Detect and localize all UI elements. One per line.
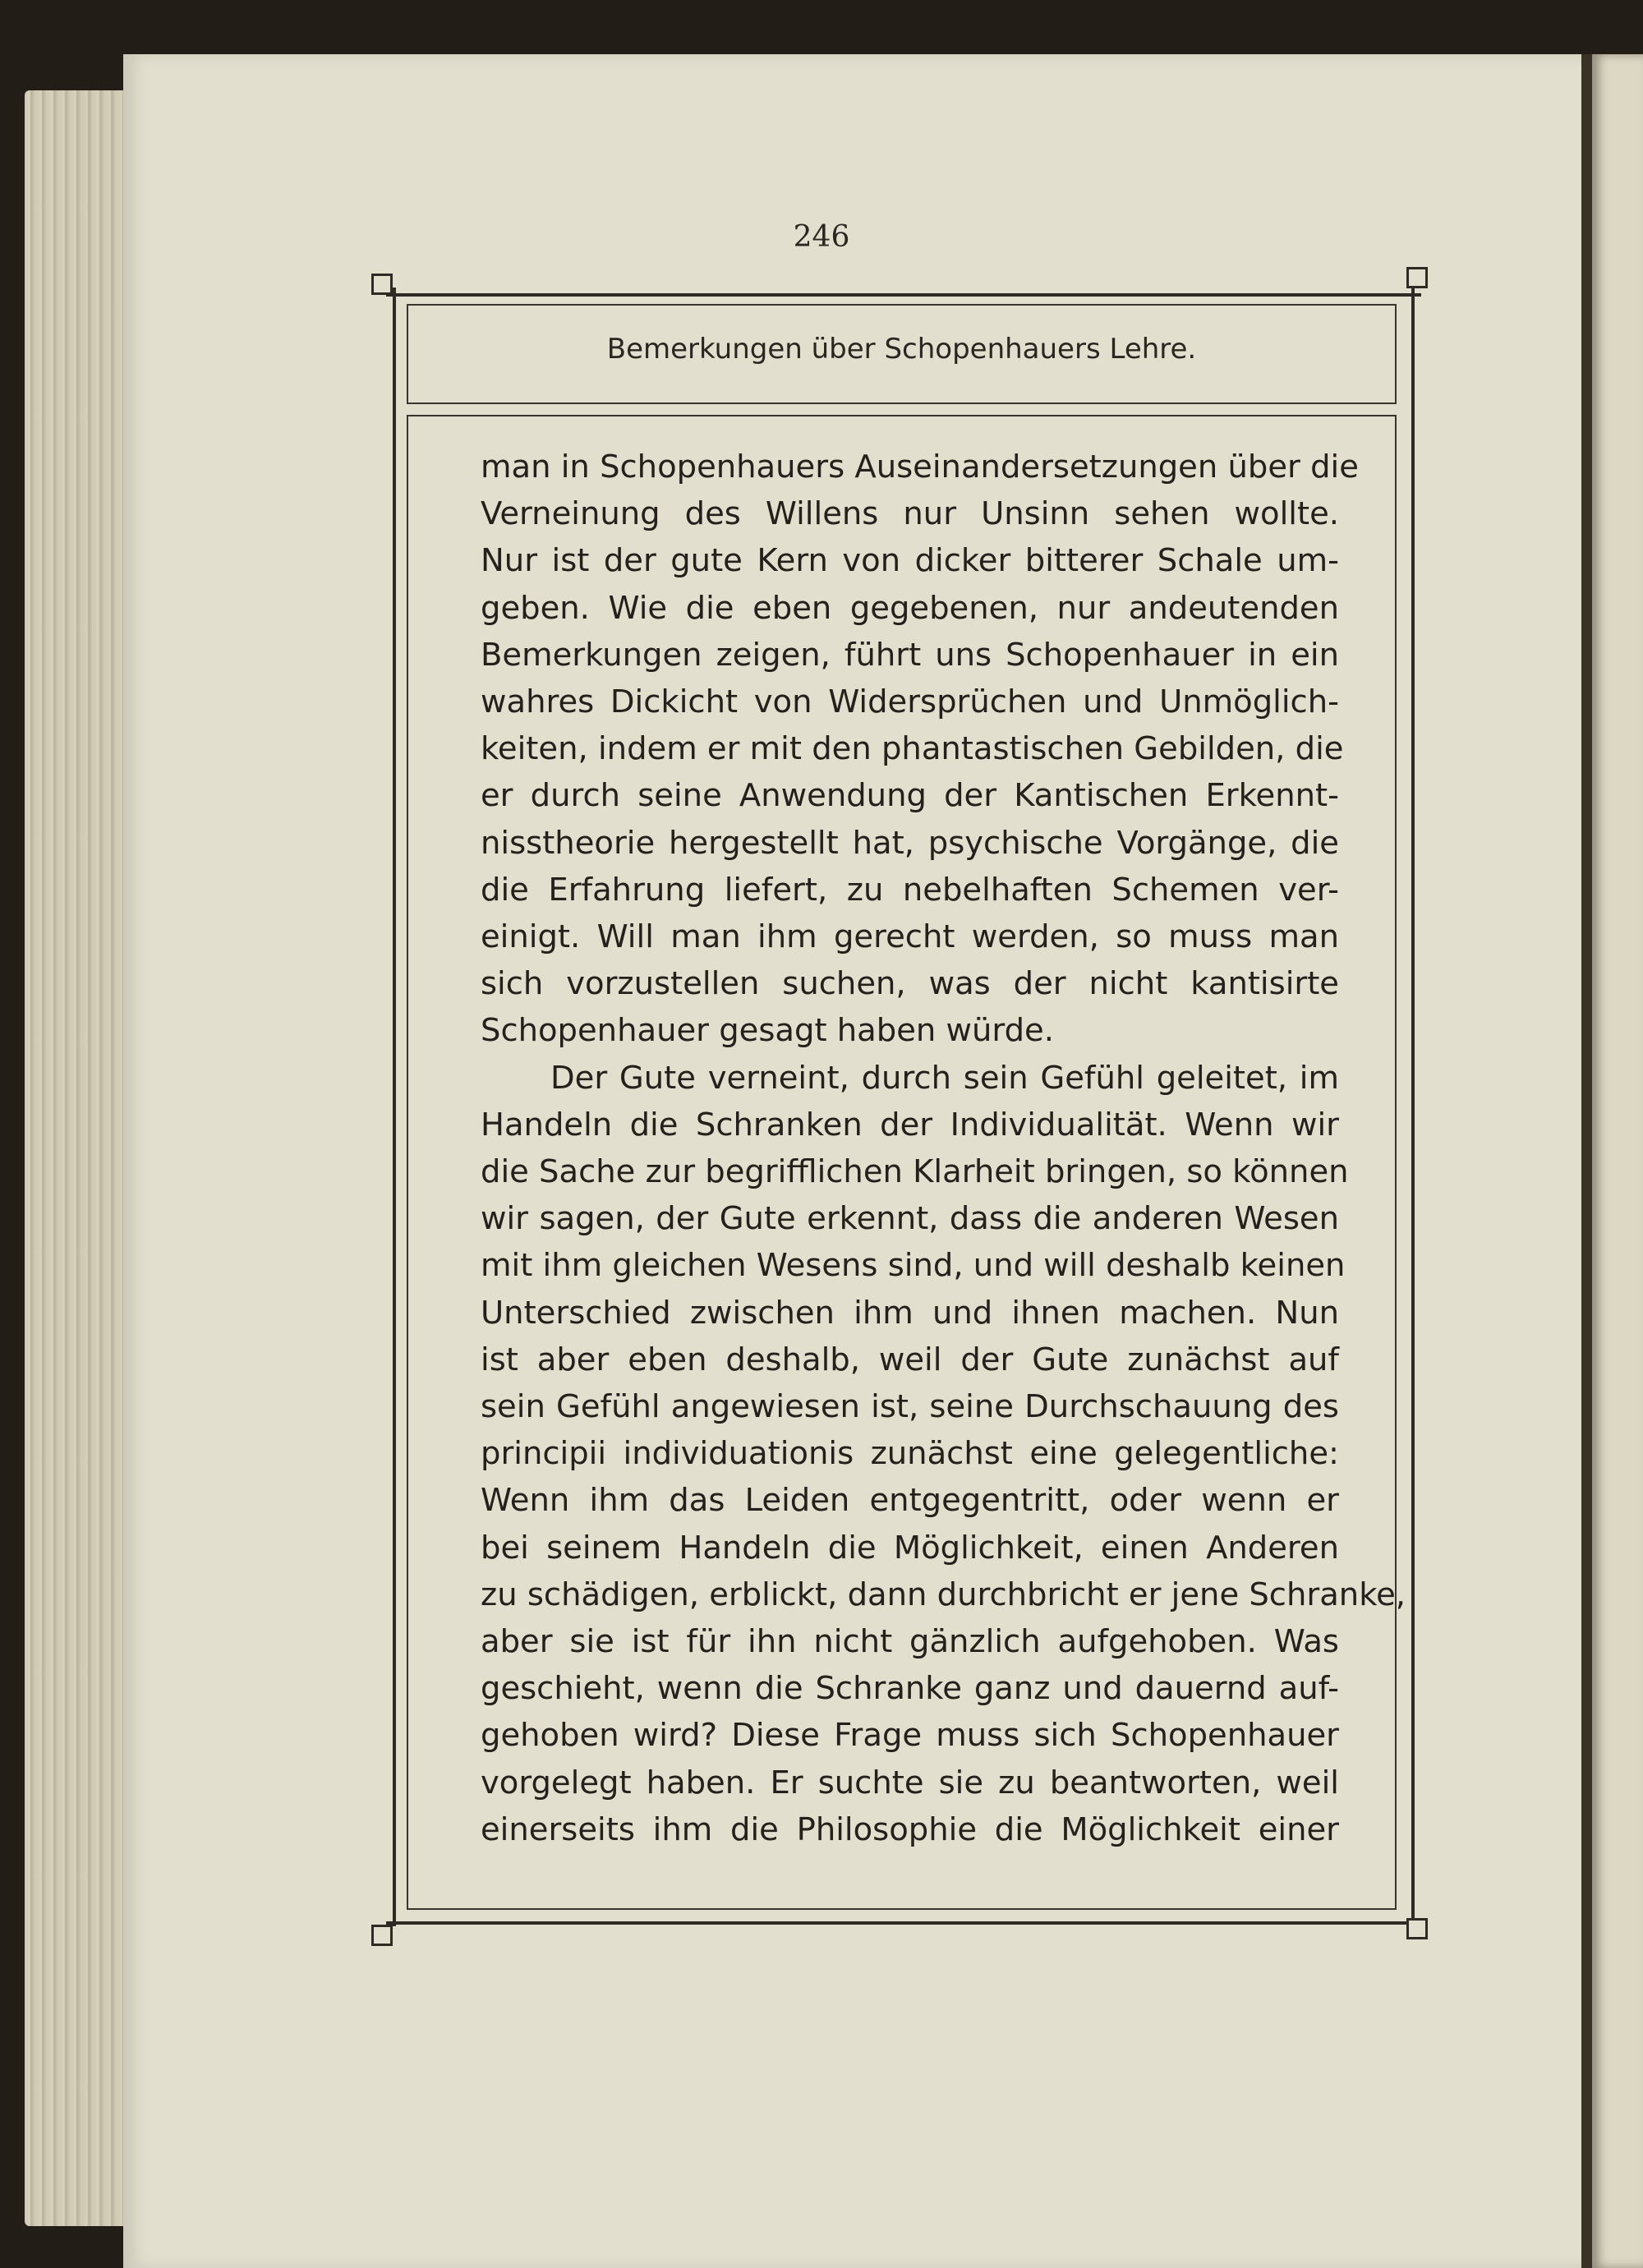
frame-top-line xyxy=(386,293,1421,297)
text-line: mit ihm gleichen Wesens sind, und will deshalb keinen xyxy=(481,1247,1346,1285)
page-number: 246 xyxy=(793,220,850,254)
text-line: sich vorzustellen suchen, was der nicht kantisirte xyxy=(481,965,1339,1003)
text-line: Handeln die Schranken der Individualität. Wenn wir xyxy=(481,1106,1339,1143)
text-line: die Erfahrung liefert, zu nebelhaften Schemen ver- xyxy=(481,871,1339,909)
text-line: einigt. Will man ihm gerecht werden, so muss man xyxy=(481,918,1339,956)
text-line: Der Gute verneint, durch sein Gefühl geleitet, im xyxy=(550,1059,1339,1097)
text-line: Bemerkungen zeigen, führt uns Schopenhauer in ein xyxy=(481,636,1339,674)
text-line: Wenn ihm das Leiden entgegentritt, oder wenn er xyxy=(481,1482,1339,1520)
text-line: principii individuationis zunächst eine gelegentliche: xyxy=(481,1435,1339,1473)
text-line: sein Gefühl angewiesen ist, seine Durchschauung des xyxy=(481,1388,1339,1426)
frame-left-line xyxy=(393,288,396,1926)
text-line: er durch seine Anwendung der Kantischen Erkennt- xyxy=(481,777,1339,815)
text-line: bei seinem Handeln die Möglichkeit, einen Anderen xyxy=(481,1529,1339,1566)
frame-right-line xyxy=(1411,288,1415,1926)
frame-bottom-line xyxy=(386,1921,1421,1925)
text-line: Unterschied zwischen ihm und ihnen machen. Nun xyxy=(481,1294,1339,1332)
running-head: Bemerkungen über Schopenhauers Lehre. xyxy=(606,333,1197,366)
text-line: Schopenhauer gesagt haben würde. xyxy=(481,1012,1054,1050)
frame-corner-bottom-right xyxy=(1406,1918,1428,1939)
text-line: man in Schopenhauers Auseinandersetzungen über die xyxy=(481,449,1359,485)
text-line: Verneinung des Willens nur Unsinn sehen wollte. xyxy=(481,495,1339,533)
text-line: wir sagen, der Gute erkennt, dass die anderen Wesen xyxy=(481,1200,1339,1238)
text-line: vorgelegt haben. Er suchte sie zu beantworten, weil xyxy=(481,1764,1339,1801)
frame-corner-bottom-left xyxy=(371,1925,393,1946)
frame-corner-top-left xyxy=(371,274,393,295)
book-gutter xyxy=(1581,54,1592,2268)
text-line: aber sie ist für ihn nicht gänzlich aufgehoben. Was xyxy=(481,1623,1339,1661)
text-line: ist aber eben deshalb, weil der Gute zunächst auf xyxy=(481,1341,1339,1378)
text-line: die Sache zur begrifflichen Klarheit bringen, so können xyxy=(481,1153,1349,1191)
text-line: zu schädigen, erblickt, dann durchbricht er jene Schranke, xyxy=(481,1576,1406,1613)
text-line: Nur ist der gute Kern von dicker bitterer Schale um- xyxy=(481,542,1339,580)
text-line: geben. Wie die eben gegebenen, nur andeutenden xyxy=(481,589,1339,627)
frame-corner-top-right xyxy=(1406,267,1428,288)
text-line: geschieht, wenn die Schranke ganz und dauernd auf- xyxy=(481,1670,1339,1708)
text-line: einerseits ihm die Philosophie die Möglichkeit einer xyxy=(481,1810,1339,1848)
text-line: nisstheorie hergestellt hat, psychische Vorgänge, die xyxy=(481,824,1339,862)
body-text xyxy=(481,444,1406,1853)
text-line: wahres Dickicht von Widersprüchen und Unmöglich- xyxy=(481,683,1339,721)
facing-page-edge xyxy=(1592,54,1643,2268)
text-line: gehoben wird? Diese Frage muss sich Schopenhauer xyxy=(481,1717,1339,1755)
text-line: keiten, indem er mit den phantastischen Gebilden, die xyxy=(481,730,1344,768)
